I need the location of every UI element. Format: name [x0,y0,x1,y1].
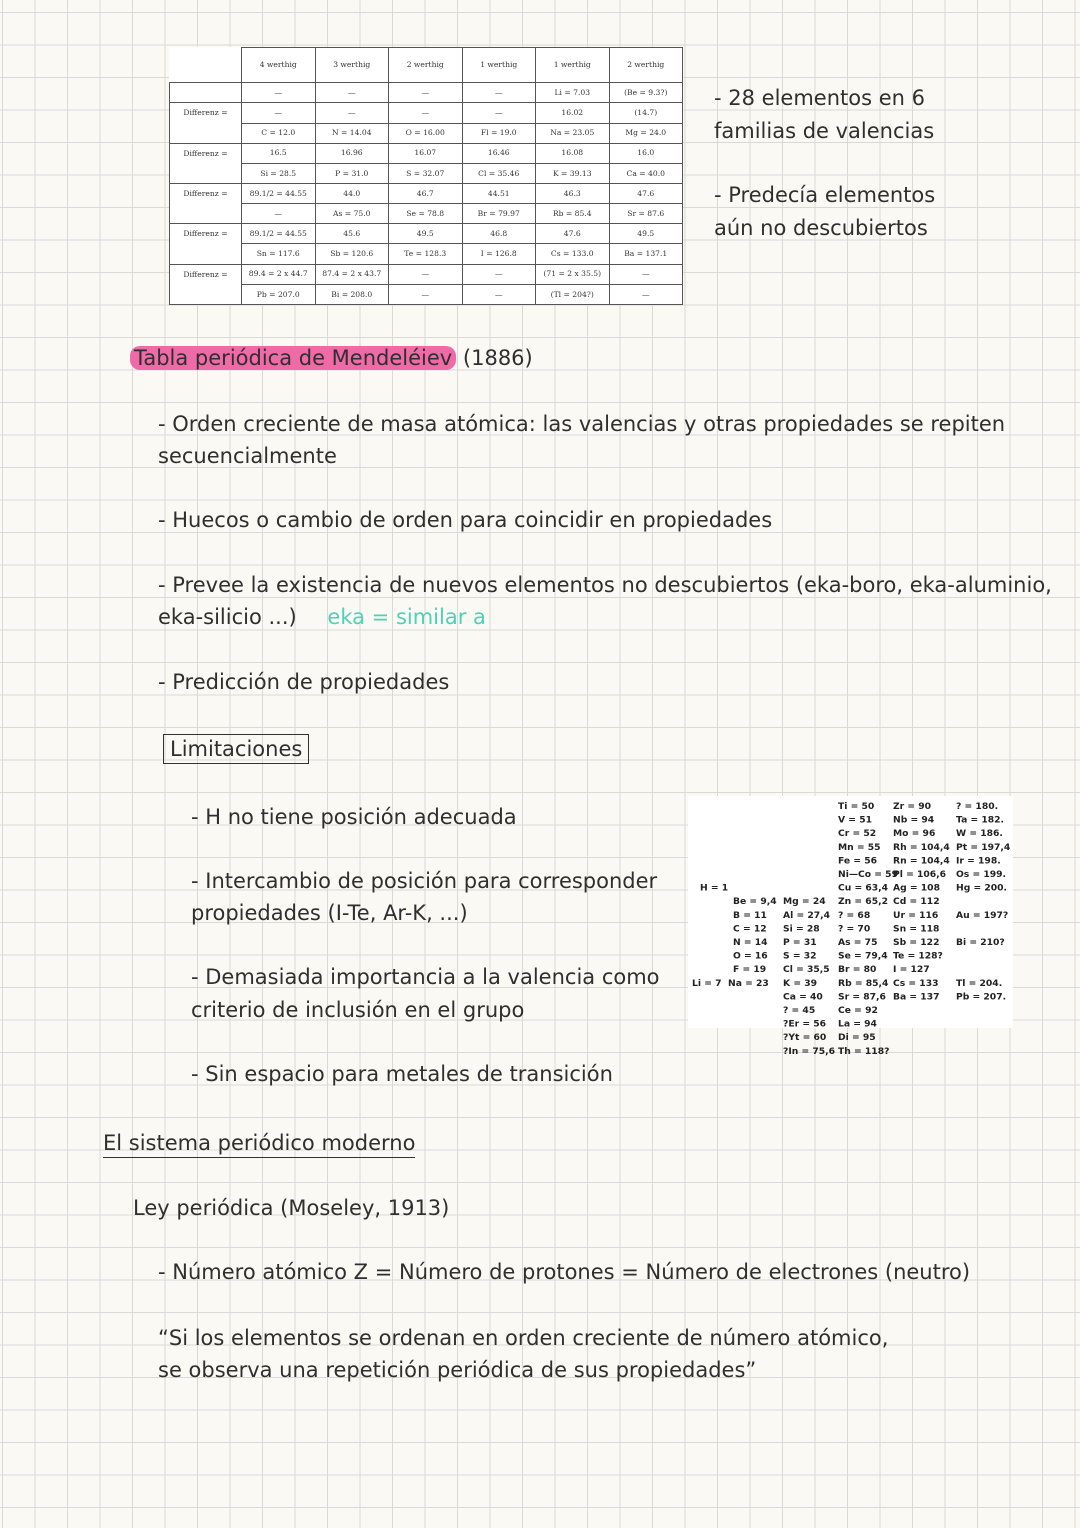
meyer-cell: 87.4 = 2 x 43.7 [315,264,389,284]
meyer-cell: C = 12.0 [242,123,316,143]
meyer-row [170,244,683,264]
meyer-cell: 46.7 [389,183,463,203]
mendeleev-element: Al = 27,4 [783,909,831,921]
meyer-cell: — [242,103,316,123]
mendeleev-element: ? = 70 [838,923,871,935]
meyer-cell: — [315,103,389,123]
meyer-cell: Pb = 207.0 [242,284,316,304]
meyer-cell: Sb = 120.6 [315,244,389,264]
mendeleev-element: Os = 199. [956,869,1007,880]
mendeleev-element: Th = 118? [838,1045,890,1057]
meyer-cell: (14.7) [609,103,683,123]
meyer-cell: S = 32.07 [389,163,463,183]
meyer-cell: 16.07 [389,143,463,163]
meyer-cell: 47.6 [609,183,683,203]
meyer-cell: — [389,284,463,304]
mendeleev-element: Cs = 133 [893,977,939,989]
meyer-header-row [170,48,683,83]
mendeleev-element: Ir = 198. [956,855,1001,867]
meyer-row [170,204,683,224]
meyer-cell: — [462,264,536,284]
meyer-cell: 16.02 [536,103,610,123]
meyer-row [170,183,683,203]
meyer-row-label [170,83,242,103]
meyer-cell: 44.0 [315,183,389,203]
meyer-cell: (Tl = 204?) [536,284,610,304]
meyer-cell: Ba = 137.1 [609,244,683,264]
mendeleev-element: Se = 79,4 [838,950,888,962]
note-familias: familias de valencias [714,119,935,143]
mendeleev-element: Sr = 87,6 [838,991,886,1003]
meyer-cell: I = 126.8 [462,244,536,264]
meyer-row [170,224,683,244]
mendeleev-element: Di = 95 [838,1032,876,1044]
mendeleev-element: W = 186. [956,828,1003,840]
mendeleev-element: Ca = 40 [783,991,823,1003]
mendeleev-element: N = 14 [733,937,768,948]
note-predecia: - Predecía elementos [714,183,936,207]
mendeleev-element: Ur = 116 [893,909,939,921]
meyer-cell: Sn = 117.6 [242,244,316,264]
mendeleev-element: Si = 28 [783,923,820,935]
mendeleev-element: Rn = 104,4 [893,855,950,867]
meyer-cell: — [609,284,683,304]
meyer-cell: Fl = 19.0 [462,123,536,143]
meyer-row-label: Differenz = [170,143,242,163]
meyer-cell: 49.5 [609,224,683,244]
mendeleev-highlight: Tabla periódica de Mendeléiev [130,346,456,370]
mendeleev-element: Mg = 24 [783,896,826,908]
mendeleev-element: Cu = 63,4 [838,882,889,894]
meyer-cell: — [609,264,683,284]
meyer-cell: — [389,264,463,284]
meyer-cell: 89.1/2 = 44.55 [242,183,316,203]
mendeleev-element: Ag = 108 [893,882,940,894]
meyer-cell: 16.46 [462,143,536,163]
meyer-cell: Bi = 208.0 [315,284,389,304]
meyer-row-label: Differenz = [170,103,242,123]
meyer-cell: 45.6 [315,224,389,244]
mendeleev-element: Sb = 122 [893,937,940,948]
mendeleev-element: Ni—Co = 59 [838,869,898,880]
meyer-row-label: Differenz = [170,183,242,203]
meyer-row-label [170,163,242,183]
meyer-cell: — [389,103,463,123]
mendeleev-element: Ti = 50 [838,801,875,812]
meyer-cell: As = 75.0 [315,204,389,224]
mendeleev-element: F = 19 [733,964,767,976]
bullet-huecos: - Huecos o cambio de orden para coincidir en propiedades [158,508,773,532]
meyer-cell: 89.1/2 = 44.55 [242,224,316,244]
mendeleev-element: C = 12 [733,923,767,935]
mendeleev-element: Bi = 210? [956,937,1005,948]
mendeleev-element: Rh = 104,4 [893,841,950,853]
ley-periodica: Ley periódica (Moseley, 1913) [133,1196,450,1220]
limitacion-intercambio-cont: propiedades (I-Te, Ar-K, ...) [191,901,468,925]
mendeleev-element: Li = 7 [692,977,722,989]
mendeleev-element: Fe = 56 [838,855,878,867]
meyer-cell: Rb = 85.4 [536,204,610,224]
meyer-header: 1 werthig [462,48,536,83]
meyer-cell: 16.0 [609,143,683,163]
meyer-row [170,103,683,123]
mendeleev-element: ? = 180. [956,801,999,812]
mendeleev-year: (1886) [462,346,533,370]
bullet-prediccion: - Predicción de propiedades [158,670,450,694]
limitacion-transicion: - Sin espacio para metales de transición [191,1062,613,1086]
meyer-cell: Sr = 87.6 [609,204,683,224]
eka-silicio-text: eka-silicio ...) [158,605,297,629]
meyer-table [169,47,683,305]
mendeleev-element: As = 75 [838,937,878,948]
eka-note: eka = similar a [327,605,486,629]
bullet-orden-creciente: - Orden creciente de masa atómica: las valencias y otras propiedades se repiten [158,412,1006,436]
meyer-header: 2 werthig [389,48,463,83]
meyer-cell: P = 31.0 [315,163,389,183]
mendeleev-element: Rb = 85,4 [838,977,889,989]
meyer-row [170,163,683,183]
meyer-row-label [170,244,242,264]
mendeleev-element: Cl = 35,5 [783,964,830,976]
mendeleev-element: S = 32 [783,950,817,962]
limitacion-intercambio: - Intercambio de posición para corresponder [191,869,658,893]
note-aun-no: aún no descubiertos [714,216,928,240]
meyer-cell: 16.08 [536,143,610,163]
mendeleev-element: ? = 45 [783,1005,816,1016]
meyer-cell: — [389,83,463,103]
meyer-row-label [170,204,242,224]
mendeleev-element: Zr = 90 [893,801,932,812]
mendeleev-element: Tl = 204. [956,977,1003,989]
mendeleev-element: Pb = 207. [956,991,1007,1003]
quote-line-1: “Si los elementos se ordenan en orden creciente de número atómico, [158,1326,889,1350]
meyer-cell: 49.5 [389,224,463,244]
bullet-prevee: - Prevee la existencia de nuevos elementos no descubiertos (eka-boro, eka-aluminio, [158,573,1052,597]
mendeleev-element: ?Yt = 60 [783,1032,827,1044]
meyer-header: 4 werthig [242,48,316,83]
meyer-cell: Mg = 24.0 [609,123,683,143]
mendeleev-element: V = 51 [838,814,872,826]
mendeleev-element: Be = 9,4 [733,896,777,908]
mendeleev-element: Mo = 96 [893,828,936,840]
mendeleev-element: Pt = 197,4 [956,841,1011,853]
mendeleev-element: O = 16 [733,950,768,962]
meyer-cell: — [462,83,536,103]
mendeleev-element: Nb = 94 [893,814,935,826]
meyer-cell: 47.6 [536,224,610,244]
mendeleev-element: P = 31 [783,937,817,948]
mendeleev-element: Te = 128? [893,950,943,962]
mendeleev-element: ? = 68 [838,909,871,921]
meyer-cell: Br = 79.97 [462,204,536,224]
mendeleev-element: Pl = 106,6 [893,869,947,880]
mendeleev-element: Ba = 137 [893,991,940,1003]
meyer-cell: 16.96 [315,143,389,163]
mendeleev-element: I = 127 [893,964,930,976]
mendeleev-element: ?In = 75,6 [783,1045,836,1057]
mendeleev-element: Na = 23 [728,977,769,989]
meyer-cell: Na = 23.05 [536,123,610,143]
mendeleev-element: Ta = 182. [956,814,1005,826]
mendeleev-element: Cr = 52 [838,828,877,840]
meyer-cell: Cl = 35.46 [462,163,536,183]
mendeleev-element: Au = 197? [956,909,1009,921]
meyer-row-label [170,284,242,304]
meyer-row [170,83,683,103]
meyer-cell: — [315,83,389,103]
limitacion-h: - H no tiene posición adecuada [191,805,517,829]
meyer-cell: Si = 28.5 [242,163,316,183]
meyer-row-label [170,123,242,143]
mendeleev-element: B = 11 [733,909,767,921]
meyer-cell: K = 39.13 [536,163,610,183]
mendeleev-element: Cd = 112 [893,896,940,908]
quote-line-2: se observa una repetición periódica de sus propiedades” [158,1358,757,1382]
meyer-cell: — [462,284,536,304]
mendeleev-element: La = 94 [838,1018,877,1030]
meyer-cell: Se = 78.8 [389,204,463,224]
meyer-cell: 44.51 [462,183,536,203]
limitacion-valencia: - Demasiada importancia a la valencia como [191,965,660,989]
meyer-cell: O = 16.00 [389,123,463,143]
bullet-prevee-cont [158,605,486,629]
meyer-cell: — [462,103,536,123]
meyer-row [170,264,683,284]
meyer-row-label: Differenz = [170,264,242,284]
meyer-cell: 46.8 [462,224,536,244]
meyer-cell: — [242,204,316,224]
meyer-cell: (Be = 9.3?) [609,83,683,103]
mendeleev-element: Ce = 92 [838,1005,878,1016]
meyer-row [170,143,683,163]
bullet-orden-creciente-cont: secuencialmente [158,444,337,468]
mendeleev-element: Zn = 65,2 [838,896,888,908]
limitaciones-title: Limitaciones [163,734,309,764]
meyer-cell: Li = 7.03 [536,83,610,103]
mendeleev-original-table-image [688,796,1013,1057]
mendeleev-element: Br = 80 [838,964,877,976]
meyer-header: 3 werthig [315,48,389,83]
mendeleev-element: H = 1 [700,882,729,894]
limitacion-valencia-cont: criterio de inclusión en el grupo [191,998,525,1022]
mendeleev-element: ?Er = 56 [783,1018,827,1030]
meyer-row [170,123,683,143]
meyer-cell: — [242,83,316,103]
meyer-cell: Te = 128.3 [389,244,463,264]
meyer-cell: N = 14.04 [315,123,389,143]
meyer-cell: (71 = 2 x 35.5) [536,264,610,284]
mendeleev-element: Mn = 55 [838,841,881,853]
meyer-row [170,284,683,304]
mendeleev-element: Hg = 200. [956,882,1008,894]
mendeleev-element: Sn = 118 [893,923,940,935]
meyer-table-image [169,47,683,305]
meyer-cell: 46.3 [536,183,610,203]
mendeleev-element: K = 39 [783,977,818,989]
note-28-elementos: - 28 elementos en 6 [714,86,925,110]
mendeleev-heading [130,346,533,370]
numero-atomico: - Número atómico Z = Número de protones = Número de electrones (neutro) [158,1260,971,1284]
meyer-cell: Ca = 40.0 [609,163,683,183]
meyer-cell: 89.4 = 2 x 44.7 [242,264,316,284]
meyer-row-label: Differenz = [170,224,242,244]
modern-heading: El sistema periódico moderno [103,1131,415,1158]
meyer-cell: 16.5 [242,143,316,163]
mendeleev-list [688,796,1013,1057]
meyer-cell: Cs = 133.0 [536,244,610,264]
meyer-header: 1 werthig [536,48,610,83]
meyer-header: 2 werthig [609,48,683,83]
